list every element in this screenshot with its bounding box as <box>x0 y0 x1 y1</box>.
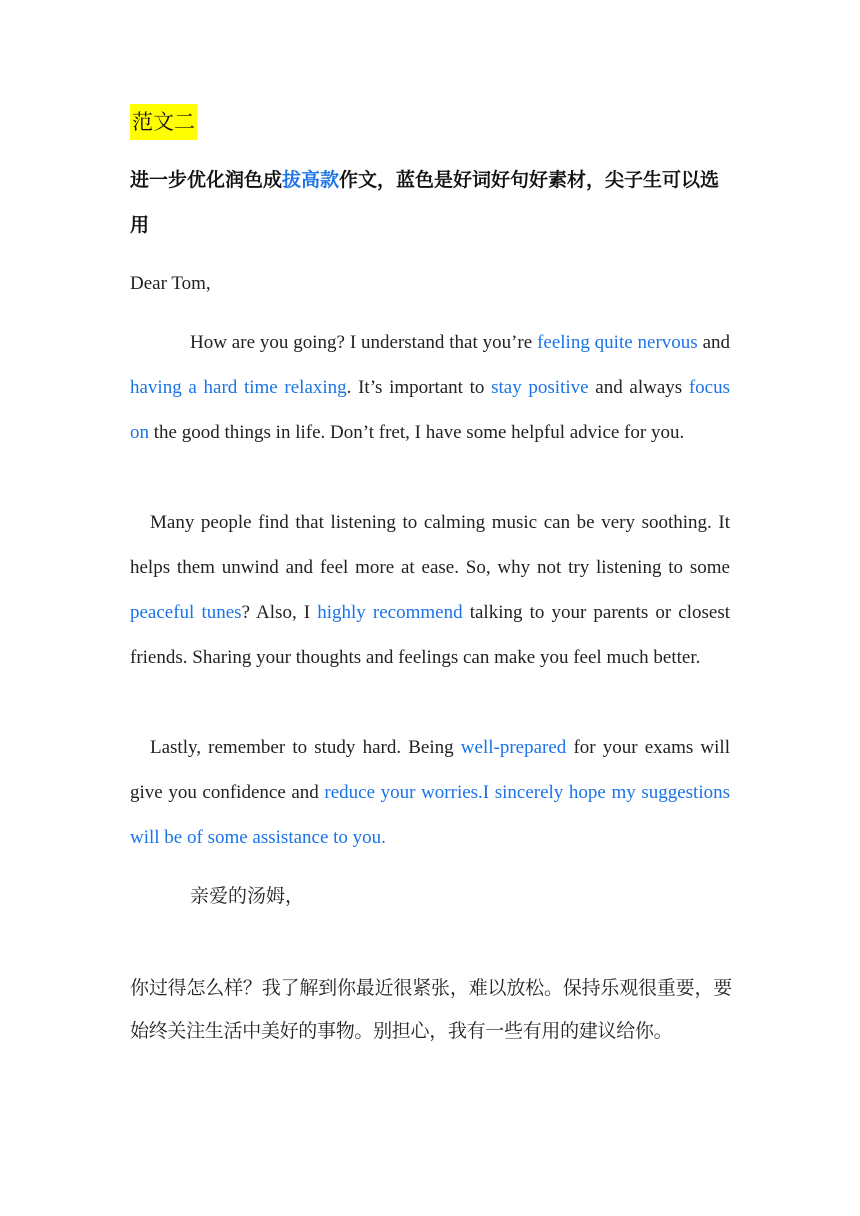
p3-phrase: well-prepared <box>460 737 567 758</box>
letter-paragraph-3 <box>130 725 730 860</box>
essay-subtitle <box>130 158 730 248</box>
p1-phrase: stay positive <box>491 377 589 398</box>
subtitle-text-1: 进一步优化润色成 <box>130 169 283 191</box>
p3-text: for your exams will give you confidence and <box>130 737 730 803</box>
subtitle-text-2: 作文，蓝色是好词好句好素材，尖子生可以选用 <box>130 169 720 236</box>
p2-phrase: highly recommend <box>317 602 463 623</box>
subtitle-highlight: 拔高款 <box>282 169 340 191</box>
p2-phrase: peaceful tunes <box>130 602 242 623</box>
letter-paragraph-2 <box>130 500 730 680</box>
p1-text: How are you going? I understand that you’re <box>190 332 538 353</box>
p1-text: and <box>697 332 731 353</box>
p3-text: Lastly, remember to study hard. Being <box>150 737 461 758</box>
p1-phrase: having a hard time relaxing <box>130 377 347 398</box>
letter-greeting: Dear Tom, <box>130 273 211 294</box>
p2-text: talking to your parents or closest friends. Sharing your thoughts and feelings can make you feel much better. <box>130 602 731 668</box>
essay-title: 范文二 <box>130 104 197 140</box>
p3-phrase: reduce your worries.I sincerely hope my suggestions will be of some assistance to you. <box>130 782 731 848</box>
p2-text: ? Also, I <box>241 602 318 623</box>
p2-text: Many people find that listening to calming music can be very soothing. It helps them unwind and feel more at ease. So, why not try listening to some <box>130 512 730 578</box>
letter-paragraph-1 <box>130 320 730 455</box>
chinese-greeting: 亲爱的汤姆， <box>190 885 305 907</box>
p1-text: and always <box>588 377 689 398</box>
p1-text: the good things in life. Don’t fret, I have some helpful advice for you. <box>149 422 685 443</box>
chinese-translation-paragraph: 你过得怎么样？我了解到你最近很紧张，难以放松。保持乐观很重要，要始终关注生活中美好的事物。别担心，我有一些有用的建议给你。 <box>130 977 732 1042</box>
p1-phrase: feeling quite nervous <box>537 332 698 353</box>
p1-text: . It’s important to <box>346 377 492 398</box>
p1-phrase: focus on <box>130 377 730 443</box>
